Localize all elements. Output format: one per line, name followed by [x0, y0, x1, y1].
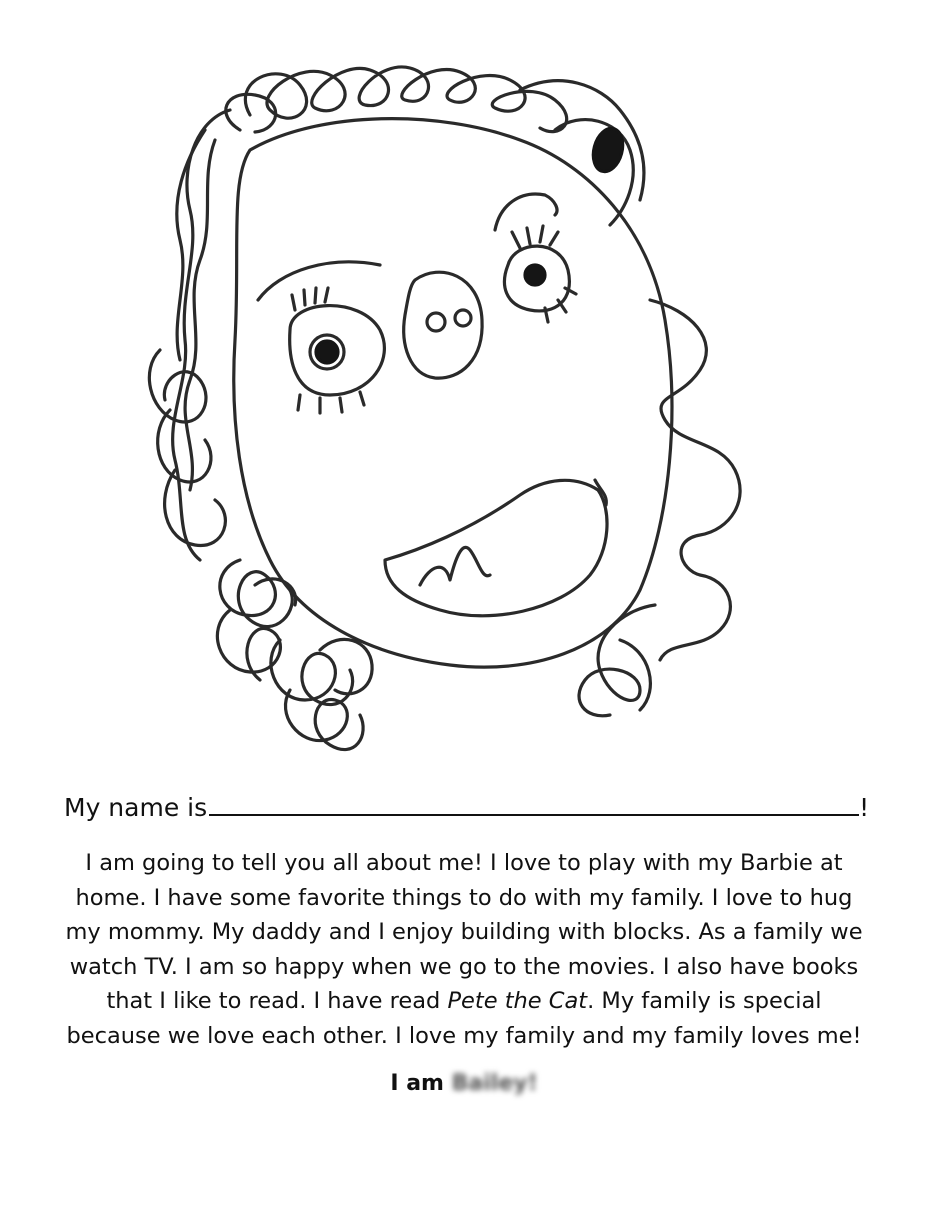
- name-prompt-line: [64, 790, 870, 824]
- hair-right-side: [579, 300, 740, 716]
- name-blank-underline: [209, 790, 859, 816]
- name-prompt-label: My name is: [64, 793, 208, 822]
- left-eyebrow: [258, 262, 380, 300]
- book-title: Pete the Cat: [447, 988, 588, 1014]
- smiling-mouth: [385, 480, 607, 616]
- closing-statement: [0, 1068, 928, 1100]
- story-line-3: my mommy. My daddy and I enjoy building with blocks. As a family we: [65, 919, 863, 945]
- hair-clip-icon: [589, 125, 627, 175]
- story-line-5-start: that I like to read. I have read: [106, 988, 448, 1014]
- right-eyebrow: [495, 194, 557, 230]
- story-line-6: because we love each other. I love my family and my family loves me!: [66, 1022, 862, 1049]
- hair-curls-bottom-left: [217, 560, 372, 750]
- left-eye: [290, 288, 385, 413]
- nose: [404, 272, 482, 378]
- face-outline: [234, 119, 672, 668]
- about-me-paragraph: [44, 846, 884, 1053]
- closing-prefix: I am: [390, 1071, 452, 1096]
- blurred-child-name: Bailey!: [451, 1071, 538, 1096]
- story-line-1: I am going to tell you all about me! I love to play with my Barbie at: [85, 850, 843, 876]
- name-prompt-exclamation: !: [859, 793, 870, 822]
- hair-curls-top: [226, 67, 644, 225]
- hair-left-side: [149, 110, 230, 560]
- story-line-5-end: . My family is special: [587, 988, 822, 1014]
- story-line-2: home. I have some favorite things to do with my family. I love to hug: [75, 884, 853, 911]
- story-line-4: watch TV. I am so happy when we go to the movies. I also have books: [69, 953, 859, 980]
- right-eye: [504, 226, 576, 322]
